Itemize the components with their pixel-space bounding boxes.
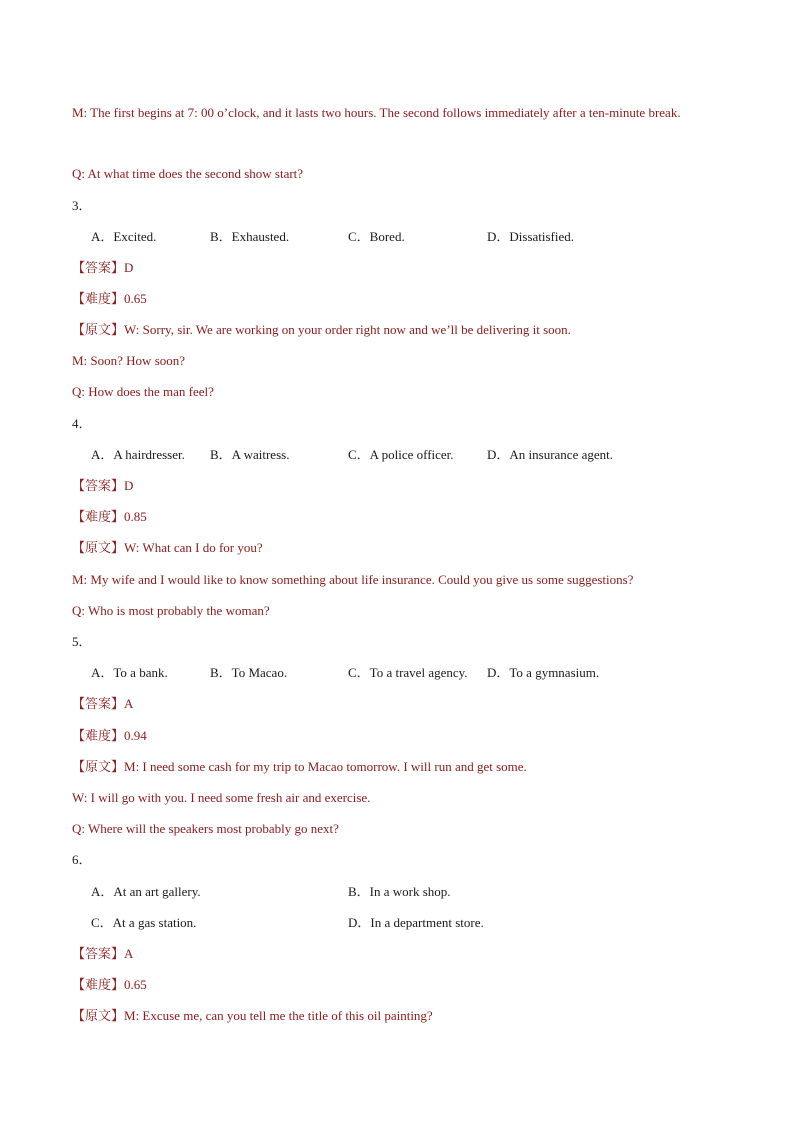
script-woman: W: What can I do for you? xyxy=(124,540,263,555)
q3-script-man: M: Soon? How soon? xyxy=(72,353,186,368)
q2-script-man: M: The first begins at 7: 00 o’clock, and it lasts two hours. The second follows immediately after a ten-minute break. xyxy=(72,105,681,120)
q5-option-b: B．To Macao. xyxy=(210,665,288,680)
difficulty-value: 0.85 xyxy=(124,509,147,524)
q5-answer xyxy=(72,696,133,712)
q6-number: 6． xyxy=(72,852,92,867)
q5-option-d: D．To a gymnasium. xyxy=(487,665,600,680)
answer-value: D xyxy=(124,478,134,493)
answer-value: A xyxy=(124,946,134,961)
q3-option-b: B．Exhausted. xyxy=(210,229,290,244)
script-tag: 【原文】 xyxy=(72,1008,125,1023)
answer-value: A xyxy=(124,696,134,711)
q3-number: 3． xyxy=(72,198,92,213)
q2-question: Q: At what time does the second show start? xyxy=(72,166,304,181)
q4-option-a: A．A hairdresser. xyxy=(91,447,185,462)
q6-option-b: B．In a work shop. xyxy=(348,884,451,899)
difficulty-value: 0.94 xyxy=(124,728,147,743)
q4-number: 4． xyxy=(72,416,92,431)
q4-question: Q: Who is most probably the woman? xyxy=(72,603,270,618)
q5-question: Q: Where will the speakers most probably go next? xyxy=(72,821,339,836)
q5-option-a: A．To a bank. xyxy=(91,665,168,680)
difficulty-tag: 【难度】 xyxy=(72,509,125,524)
script-tag: 【原文】 xyxy=(72,540,125,555)
difficulty-tag: 【难度】 xyxy=(72,291,125,306)
q6-answer xyxy=(72,946,133,962)
q5-number: 5． xyxy=(72,634,92,649)
script-man: M: Excuse me, can you tell me the title of this oil painting? xyxy=(124,1008,433,1023)
difficulty-value: 0.65 xyxy=(124,291,147,306)
answer-tag: 【答案】 xyxy=(72,946,125,961)
q5-difficulty xyxy=(72,728,147,744)
answer-tag: 【答案】 xyxy=(72,260,125,275)
q5-script xyxy=(72,759,527,775)
answer-tag: 【答案】 xyxy=(72,478,125,493)
q3-option-c: C．Bored. xyxy=(348,229,405,244)
q4-difficulty xyxy=(72,509,147,525)
q4-script xyxy=(72,540,263,556)
q3-answer xyxy=(72,260,133,276)
q5-script-woman: W: I will go with you. I need some fresh air and exercise. xyxy=(72,790,371,805)
q4-option-d: D．An insurance agent. xyxy=(487,447,613,462)
difficulty-tag: 【难度】 xyxy=(72,977,125,992)
q4-option-c: C．A police officer. xyxy=(348,447,454,462)
q6-difficulty xyxy=(72,977,147,993)
q4-answer xyxy=(72,478,133,494)
q6-option-c: C．At a gas station. xyxy=(91,915,197,930)
answer-value: D xyxy=(124,260,134,275)
difficulty-tag: 【难度】 xyxy=(72,728,125,743)
q3-question: Q: How does the man feel? xyxy=(72,384,214,399)
q5-option-c: C．To a travel agency. xyxy=(348,665,468,680)
q6-script xyxy=(72,1008,433,1024)
script-woman: W: Sorry, sir. We are working on your order right now and we’ll be delivering it soon. xyxy=(124,322,571,337)
q3-option-a: A．Excited. xyxy=(91,229,157,244)
script-tag: 【原文】 xyxy=(72,759,125,774)
q3-script xyxy=(72,322,571,338)
q3-difficulty xyxy=(72,291,147,307)
answer-tag: 【答案】 xyxy=(72,696,125,711)
q6-option-a: A．At an art gallery. xyxy=(91,884,201,899)
q4-script-man: M: My wife and I would like to know something about life insurance. Could you give us some suggestions? xyxy=(72,572,634,587)
script-tag: 【原文】 xyxy=(72,322,125,337)
q4-option-b: B．A waitress. xyxy=(210,447,290,462)
difficulty-value: 0.65 xyxy=(124,977,147,992)
q3-option-d: D．Dissatisfied. xyxy=(487,229,575,244)
script-man: M: I need some cash for my trip to Macao tomorrow. I will run and get some. xyxy=(124,759,527,774)
q6-option-d: D．In a department store. xyxy=(348,915,484,930)
